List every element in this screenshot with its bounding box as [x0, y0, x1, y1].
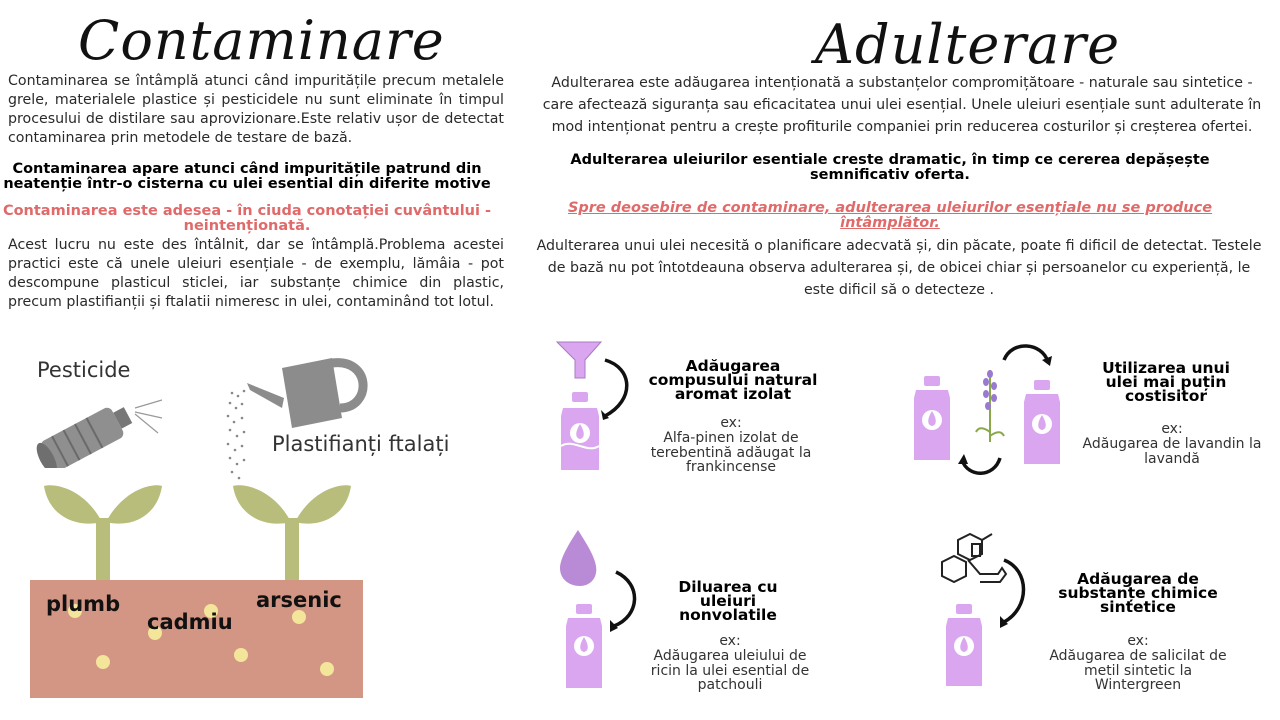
contaminare-detail-paragraph: Acest lucru nu este des întâlnit, dar se întâmplă.Problema acestei practici este că unele uleiuri esențiale - de exemplu, lămâia - pot descompune plasticul sticlei, iar substanțe chimice din plastic, precum plastifianții și ftalatii nimeresc in ulei, contaminând tot lotul. — [8, 237, 504, 310]
adulterare-bold-statement: Adulterarea uleiurilor esentiale creste dramatic, în timp ce cererea depășește semnificativ oferta. — [570, 152, 1210, 183]
method-1-title: Adăugarea compusului natural aromat izolat — [648, 357, 818, 403]
plastic-label: Plastifianți ftalați — [272, 432, 450, 456]
method-4-title: Adăugarea de substanțe chimice sintetice — [1058, 570, 1218, 616]
method-1-example: Alfa-pinen izolat de terebentină adăugat la frankincense — [650, 430, 812, 475]
method-2-title: Utilizarea unui ulei mai puțin costisitor — [1102, 359, 1230, 405]
contaminare-bold-statement: Contaminarea apare atunci când impuritățile patrund din neatenție într-o cisterna cu ulei esential din diferite motive — [3, 161, 491, 192]
lavender-cycle-icon — [912, 340, 1072, 480]
contaminare-title: Contaminare — [78, 9, 445, 72]
sprout-icon — [44, 478, 164, 583]
seed-dot — [96, 655, 110, 669]
spray-can-icon — [30, 388, 165, 468]
contaminare-highlight: Contaminarea este adesea - în ciuda conotației cuvântului - neintenționată. — [2, 203, 492, 234]
soil-label-cadmiu: cadmiu — [147, 610, 233, 634]
method-2-ex-label: ex: — [1161, 421, 1183, 437]
watering-can-icon — [222, 338, 372, 488]
method-4-ex-label: ex: — [1127, 633, 1149, 649]
seed-dot — [292, 610, 306, 624]
method-1-ex-label: ex: — [720, 415, 742, 431]
adulterare-highlight: Spre deosebire de contaminare, adulterarea uleiurilor esențiale nu se produce întâmplător. — [567, 200, 1213, 231]
method-3-example: Adăugarea uleiului de ricin la ulei esential de patchouli — [650, 648, 810, 693]
soil-label-plumb: plumb — [46, 592, 121, 616]
adulterare-title: Adulterare — [815, 13, 1121, 76]
method-3-ex-label: ex: — [719, 633, 741, 649]
soil-label-arsenic: arsenic — [256, 588, 342, 612]
funnel-bottle-icon — [555, 338, 645, 478]
adulterare-detail-paragraph: Adulterarea unui ulei necesită o planificare adecvată și, din păcate, poate fi dificil de detectat. Testele de bază nu pot întotdeauna observa adulterarea și, de obicei chiar și persoanelor cu experiență, le este dificil să o detecteze . — [536, 238, 1262, 298]
method-4-example: Adăugarea de salicilat de metil sintetic la Wintergreen — [1049, 648, 1227, 693]
method-3-title: Diluarea cu uleiuri nonvolatile — [678, 578, 778, 624]
adulterare-intro-paragraph: Adulterarea este adăugarea intenționată a substanțelor compromițătoare - naturale sau sintetice - care afectează siguranța sau eficacitatea unui ulei esențial. Unele uleiuri esențiale sunt adulterate în mod intenționat pentru a crește profiturile companiei prin reducerea costurilor și creșterea ofertei. — [542, 75, 1262, 135]
seed-dot — [320, 662, 334, 676]
soil-block — [30, 580, 363, 698]
method-2-example: Adăugarea de lavandin la lavandă — [1082, 436, 1262, 467]
oil-drop-bottle-icon — [558, 528, 653, 688]
contaminare-intro-paragraph: Contaminarea se întâmplă atunci când impuritățile precum metalele grele, materialele plastice și pesticidele nu sunt eliminate în timpul procesului de distilare sau aprovizionare.Este relativ ușor de detectat contaminarea prin metodele de testare de bază. — [8, 73, 504, 146]
sprout-icon-2 — [233, 478, 353, 583]
chemistry-bottle-icon — [940, 530, 1040, 688]
seed-dot — [234, 648, 248, 662]
pesticide-label: Pesticide — [37, 358, 131, 382]
